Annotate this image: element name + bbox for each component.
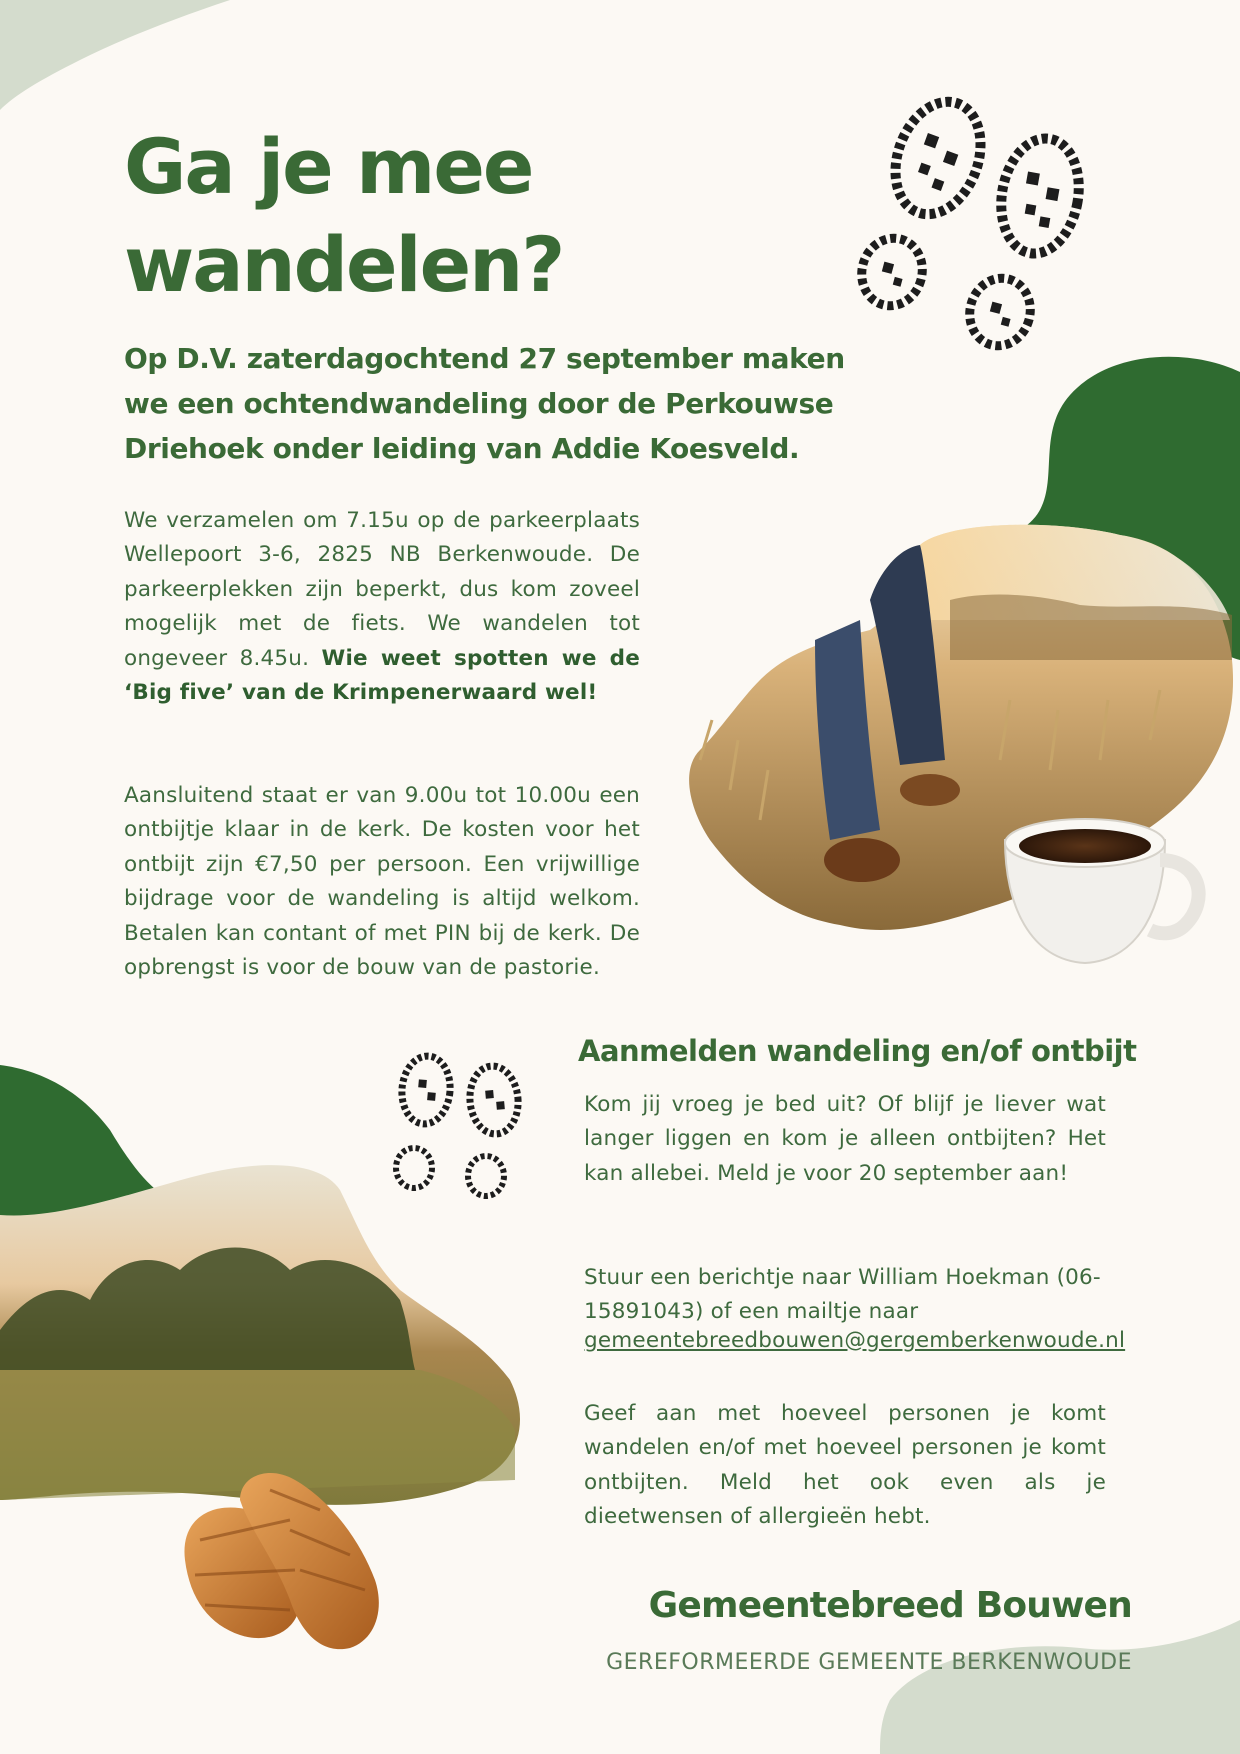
footprints-middle — [396, 1054, 521, 1196]
title-line-2: wandelen? — [124, 220, 564, 309]
signup-contact — [584, 1261, 1144, 1358]
brand-name: Gemeentebreed Bouwen — [648, 1585, 1132, 1626]
intro-text: We verzamelen om 7.15u op de parkeerplaats Wellepoort 3-6, 2825 NB Berkenwoude. De parkeerplekken zijn beperkt, dus kom zoveel mogelijk met de fiets. We wandelen tot ongeveer 8.45u. — [124, 508, 640, 671]
sage-blob-bottom-right — [880, 1620, 1240, 1754]
signup-heading: Aanmelden wandeling en/of ontbijt — [578, 1034, 1137, 1068]
title-line-1: Ga je mee — [124, 122, 533, 211]
signup-question: Kom jij vroeg je bed uit? Of blijf je liever wat langer liggen en kom je alleen ontbijten? Het kan allebei. Meld je voor 20 september aan! — [584, 1092, 1106, 1186]
page-title — [124, 118, 684, 314]
church-name: GEREFORMEERDE GEMEENTE BERKENWOUDE — [606, 1650, 1132, 1675]
signup-details: Geef aan met hoeveel personen je komt wandelen en/of met hoeveel personen je komt ontbijten. Meld het ook even als je dieetwensen of allergieën hebt. — [584, 1401, 1106, 1530]
coffee-cup — [1005, 819, 1199, 963]
intro-paragraph — [124, 504, 640, 710]
email-link[interactable]: gemeentebreedbouwen@gergemberkenwoude.nl — [584, 1327, 1126, 1353]
footprints-top-right — [854, 90, 1087, 353]
intro-highlight: Wie weet spotten we de ‘Big five’ van de Krimpenerwaard wel! — [124, 645, 640, 706]
meadow-photo — [0, 1165, 520, 1505]
sage-blob-top-left — [0, 0, 230, 110]
breakfast-paragraph: Aansluitend staat er van 9.00u tot 10.00u een ontbijtje klaar in de kerk. De kosten voor het ontbijt zijn €7,50 per persoon. Een vrijwillige bijdrage voor de wandeling is altijd welkom. Betalen kan contant of met PIN bij de kerk. De opbrengst is voor de bouw van de pastorie. — [124, 783, 640, 981]
signup-contact-text: Stuur een berichtje naar William Hoekman (06-15891043) of een mailtje naar — [584, 1265, 1101, 1325]
lead-paragraph: Op D.V. zaterdagochtend 27 september maken we een ochtendwandeling door de Perkouwse Driehoek onder leiding van Addie Koesveld. — [124, 342, 845, 465]
